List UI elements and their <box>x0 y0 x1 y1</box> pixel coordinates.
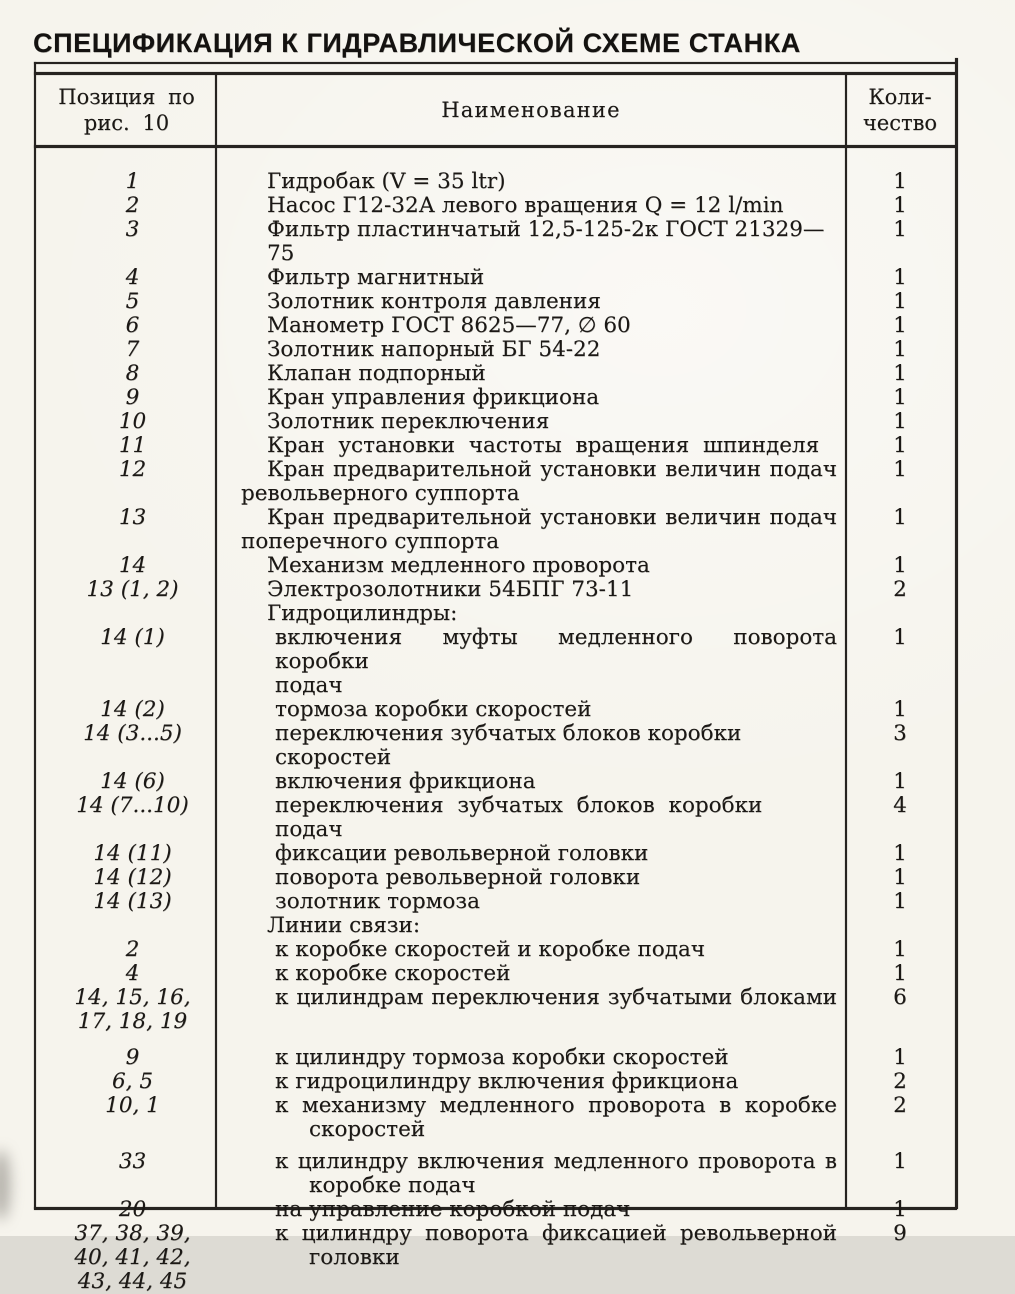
position-cell <box>36 362 217 386</box>
position-cell <box>36 866 217 890</box>
table-row <box>36 458 955 506</box>
name-cell <box>217 722 845 770</box>
table-row <box>36 602 955 626</box>
position-cell <box>36 338 217 362</box>
quantity-cell <box>845 554 955 578</box>
quantity-value: 1 <box>893 169 907 194</box>
table-row <box>36 362 955 386</box>
name-cell <box>217 1046 845 1070</box>
quantity-value: 1 <box>893 865 907 890</box>
table-row <box>36 194 955 218</box>
position-line: 6 <box>125 313 140 338</box>
position-line: 33 <box>118 1149 147 1174</box>
table-row <box>36 866 955 890</box>
position-line: 20 <box>118 1197 147 1222</box>
position-line: 10 <box>118 409 147 434</box>
position-cell <box>36 554 217 578</box>
table-row <box>36 1222 955 1294</box>
position-cell <box>36 794 217 842</box>
quantity-value: 1 <box>893 553 907 578</box>
name-line: Линии связи: <box>267 913 421 938</box>
position-line: 10, 1 <box>105 1093 160 1118</box>
name-line: Электрозолотники 54БПГ 73-11 <box>267 577 634 602</box>
table-row <box>36 410 955 434</box>
table-border-right <box>955 58 958 1209</box>
quantity-value: 1 <box>893 361 907 386</box>
position-line: 3 <box>125 217 140 242</box>
quantity-value: 1 <box>893 1149 907 1174</box>
quantity-cell <box>845 290 955 314</box>
position-cell <box>36 842 217 866</box>
table-row <box>36 266 955 290</box>
name-cell <box>217 770 845 794</box>
name-line: к цилиндру тормоза коробки скоростей <box>275 1045 729 1070</box>
position-cell <box>36 1198 217 1222</box>
name-line: поворота револьверной головки <box>275 865 641 890</box>
name-line: Кран предварительной установки величин подач <box>267 457 837 482</box>
name-cell <box>217 554 845 578</box>
quantity-cell <box>845 698 955 722</box>
position-line: 14 <box>118 553 147 578</box>
name-cell <box>217 218 845 266</box>
position-line: 11 <box>118 433 147 458</box>
quantity-value: 6 <box>893 985 907 1010</box>
name-line: поперечного суппорта <box>241 529 500 554</box>
name-cell <box>217 386 845 410</box>
quantity-value: 3 <box>893 721 907 746</box>
quantity-cell <box>845 794 955 842</box>
table-row <box>36 506 955 554</box>
position-cell <box>36 410 217 434</box>
page-title: СПЕЦИФИКАЦИЯ К ГИДРАВЛИЧЕСКОЙ СХЕМЕ СТАНКА <box>33 28 801 58</box>
quantity-cell <box>845 1046 955 1070</box>
quantity-value: 1 <box>893 505 907 530</box>
position-cell <box>36 938 217 962</box>
table-row <box>36 1046 955 1070</box>
name-line: включения муфты медленного поворота коробки <box>275 625 837 674</box>
name-line: к цилиндру поворота фиксацией револьверной <box>275 1221 837 1246</box>
position-line: 17, 18, 19 <box>77 1009 188 1034</box>
name-cell <box>217 890 845 914</box>
name-cell <box>217 866 845 890</box>
position-line: 37, 38, 39, <box>74 1221 191 1246</box>
name-line: к цилиндру включения медленного проворота в <box>275 1149 837 1174</box>
position-line: 8 <box>125 361 140 386</box>
quantity-value: 4 <box>893 793 907 818</box>
quantity-value: 1 <box>893 385 907 410</box>
name-cell <box>217 938 845 962</box>
position-cell <box>36 986 217 1034</box>
name-line: фиксации револьверной головки <box>275 841 649 866</box>
position-cell <box>36 602 217 626</box>
position-line: 14 (11) <box>93 841 172 866</box>
name-cell <box>217 626 845 698</box>
name-cell <box>217 842 845 866</box>
quantity-cell <box>845 626 955 698</box>
table-row <box>36 170 955 194</box>
position-line: 13 (1, 2) <box>86 577 179 602</box>
quantity-cell <box>845 770 955 794</box>
position-line: 4 <box>125 961 140 986</box>
table-row <box>36 626 955 698</box>
quantity-value: 1 <box>893 409 907 434</box>
table-row <box>36 962 955 986</box>
name-line: Кран предварительной установки величин подач <box>267 505 837 530</box>
name-cell <box>217 602 845 626</box>
name-cell <box>217 410 845 434</box>
quantity-value: 1 <box>893 937 907 962</box>
name-cell <box>217 170 845 194</box>
name-cell <box>217 338 845 362</box>
position-line: 14 (3...5) <box>83 721 182 746</box>
name-line: револьверного суппорта <box>241 481 520 506</box>
position-cell <box>36 1046 217 1070</box>
name-line: переключения зубчатых блоков коробки подач <box>275 793 763 842</box>
position-cell <box>36 290 217 314</box>
quantity-value: 1 <box>893 337 907 362</box>
name-line: Кран управления фрикциона <box>267 385 600 410</box>
quantity-cell <box>845 602 955 626</box>
name-line: к гидроцилиндру включения фрикциона <box>275 1069 739 1094</box>
name-cell <box>217 194 845 218</box>
quantity-value: 1 <box>893 457 907 482</box>
position-line: 14 (7...10) <box>76 793 189 818</box>
name-line: подач <box>275 673 343 698</box>
name-line: на управление коробкой подач <box>275 1197 631 1222</box>
table-row <box>36 1094 955 1142</box>
table-row <box>36 338 955 362</box>
quantity-value: 1 <box>893 625 907 650</box>
name-cell <box>217 1150 845 1198</box>
name-cell <box>217 506 845 554</box>
name-line: тормоза коробки скоростей <box>275 697 592 722</box>
quantity-value: 9 <box>893 1221 907 1246</box>
quantity-cell <box>845 434 955 458</box>
name-line: переключения зубчатых блоков коробки скоростей <box>275 721 742 770</box>
position-cell <box>36 626 217 698</box>
name-line: Золотник переключения <box>267 409 550 434</box>
position-line: 9 <box>125 1045 140 1070</box>
name-cell <box>217 1198 845 1222</box>
name-cell <box>217 794 845 842</box>
column-header-quantity <box>845 84 955 136</box>
quantity-cell <box>845 938 955 962</box>
position-cell <box>36 194 217 218</box>
table-row <box>36 578 955 602</box>
table-row <box>36 314 955 338</box>
position-cell <box>36 722 217 770</box>
position-cell <box>36 386 217 410</box>
name-cell <box>217 1222 845 1294</box>
quantity-cell <box>845 1222 955 1294</box>
quantity-cell <box>845 506 955 554</box>
table-row <box>36 290 955 314</box>
position-line: 13 <box>118 505 147 530</box>
scan-smudge <box>0 1150 10 1220</box>
table-row <box>36 1198 955 1222</box>
name-cell <box>217 1070 845 1094</box>
name-line: Фильтр магнитный <box>267 265 485 290</box>
name-cell <box>217 698 845 722</box>
name-line: к цилиндрам переключения зубчатыми блоками <box>275 985 837 1010</box>
table-border-top-outer <box>34 62 957 64</box>
quantity-cell <box>845 1070 955 1094</box>
position-line: 4 <box>125 265 140 290</box>
position-cell <box>36 962 217 986</box>
table-row <box>36 938 955 962</box>
table-row <box>36 842 955 866</box>
position-cell <box>36 1150 217 1198</box>
quantity-cell <box>845 338 955 362</box>
name-line: Золотник контроля давления <box>267 289 601 314</box>
quantity-value: 1 <box>893 769 907 794</box>
position-line: 14 (1) <box>100 625 165 650</box>
quantity-cell <box>845 890 955 914</box>
quantity-value: 1 <box>893 217 907 242</box>
position-line: 14 (2) <box>100 697 165 722</box>
name-line: включения фрикциона <box>275 769 536 794</box>
quantity-cell <box>845 266 955 290</box>
quantity-cell <box>845 410 955 434</box>
position-cell <box>36 1222 217 1294</box>
quantity-value: 1 <box>893 265 907 290</box>
quantity-cell <box>845 914 955 938</box>
quantity-value: 1 <box>893 889 907 914</box>
quantity-cell <box>845 722 955 770</box>
quantity-value: 1 <box>893 1045 907 1070</box>
table-row <box>36 722 955 770</box>
quantity-value: 1 <box>893 961 907 986</box>
name-line: Манометр ГОСТ 8625—77, ∅ 60 <box>267 313 631 338</box>
position-cell <box>36 458 217 506</box>
name-cell <box>217 434 845 458</box>
name-line: Насос Г12-32А левого вращения Q = 12 l/min <box>267 193 784 218</box>
quantity-cell <box>845 194 955 218</box>
position-line: 14, 15, 16, <box>74 985 191 1010</box>
quantity-value: 1 <box>893 433 907 458</box>
name-line: скоростей <box>309 1117 426 1142</box>
position-cell <box>36 770 217 794</box>
position-cell <box>36 434 217 458</box>
name-line: Клапан подпорный <box>267 361 486 386</box>
quantity-cell <box>845 218 955 266</box>
quantity-cell <box>845 986 955 1034</box>
quantity-cell <box>845 962 955 986</box>
table-border-top-inner <box>34 72 957 75</box>
table-row <box>36 890 955 914</box>
column-header-position-line1: Позиция по <box>58 84 195 109</box>
table-row <box>36 218 955 266</box>
name-line: Гидробак (V = 35 ltr) <box>267 169 506 194</box>
column-header-position <box>36 84 217 136</box>
position-cell <box>36 218 217 266</box>
column-header-name: Наименование <box>441 97 621 122</box>
table-row <box>36 770 955 794</box>
position-line: 14 (13) <box>93 889 172 914</box>
position-cell <box>36 698 217 722</box>
table-header-row <box>36 76 955 143</box>
column-header-quantity-line2: чество <box>862 110 938 135</box>
table-row <box>36 1070 955 1094</box>
name-line: Золотник напорный БГ 54-22 <box>267 337 601 362</box>
quantity-value: 1 <box>893 697 907 722</box>
table-row <box>36 554 955 578</box>
name-line: к коробке скоростей и коробке подач <box>275 937 705 962</box>
quantity-cell <box>845 842 955 866</box>
name-line: головки <box>309 1245 400 1270</box>
position-line: 5 <box>125 289 140 314</box>
name-cell <box>217 314 845 338</box>
name-line: к механизму медленного проворота в коробке <box>275 1093 837 1118</box>
name-cell <box>217 1094 845 1142</box>
quantity-cell <box>845 1094 955 1142</box>
position-cell <box>36 914 217 938</box>
quantity-value: 1 <box>893 313 907 338</box>
name-cell <box>217 362 845 386</box>
quantity-value: 2 <box>893 1069 907 1094</box>
name-cell <box>217 290 845 314</box>
position-line: 1 <box>125 169 140 194</box>
position-cell <box>36 1094 217 1142</box>
position-cell <box>36 890 217 914</box>
position-line: 14 (12) <box>93 865 172 890</box>
name-line: Гидроцилиндры: <box>267 601 458 626</box>
column-header-quantity-line1: Коли- <box>868 84 932 109</box>
quantity-value: 2 <box>893 1093 907 1118</box>
table-row <box>36 794 955 842</box>
position-line: 6, 5 <box>111 1069 154 1094</box>
table-row <box>36 386 955 410</box>
quantity-cell <box>845 578 955 602</box>
name-line: Механизм медленного проворота <box>267 553 650 578</box>
name-line: к коробке скоростей <box>275 961 511 986</box>
quantity-cell <box>845 170 955 194</box>
name-line: Кран установки частоты вращения шпинделя <box>267 433 820 458</box>
quantity-cell <box>845 866 955 890</box>
table-row <box>36 986 955 1034</box>
quantity-cell <box>845 1198 955 1222</box>
name-line: коробке подач <box>309 1173 476 1198</box>
position-cell <box>36 506 217 554</box>
quantity-value: 1 <box>893 1197 907 1222</box>
table-row <box>36 434 955 458</box>
position-line: 43, 44, 45 <box>77 1269 188 1294</box>
position-cell <box>36 578 217 602</box>
name-line: золотник тормоза <box>275 889 480 914</box>
name-cell <box>217 962 845 986</box>
position-cell <box>36 170 217 194</box>
name-cell <box>217 266 845 290</box>
table-row <box>36 914 955 938</box>
position-line: 9 <box>125 385 140 410</box>
table-row <box>36 1150 955 1198</box>
position-cell <box>36 266 217 290</box>
name-line: Фильтр пластинчатый 12,5-125-2к ГОСТ 21329—75 <box>267 217 825 266</box>
quantity-value: 1 <box>893 841 907 866</box>
column-header-position-line2: рис. 10 <box>83 110 170 135</box>
quantity-value: 1 <box>893 193 907 218</box>
table-body <box>36 148 955 1294</box>
name-cell <box>217 578 845 602</box>
quantity-value: 1 <box>893 289 907 314</box>
quantity-cell <box>845 314 955 338</box>
position-line: 40, 41, 42, <box>74 1245 191 1270</box>
table-row <box>36 698 955 722</box>
quantity-value: 2 <box>893 577 907 602</box>
position-line: 7 <box>125 337 140 362</box>
position-line: 2 <box>125 937 140 962</box>
position-line: 12 <box>118 457 147 482</box>
position-cell <box>36 314 217 338</box>
name-cell <box>217 458 845 506</box>
position-cell <box>36 1070 217 1094</box>
quantity-cell <box>845 362 955 386</box>
position-line: 14 (6) <box>100 769 165 794</box>
quantity-cell <box>845 386 955 410</box>
name-cell <box>217 914 845 938</box>
quantity-cell <box>845 458 955 506</box>
quantity-cell <box>845 1150 955 1198</box>
position-line: 2 <box>125 193 140 218</box>
name-cell <box>217 986 845 1034</box>
